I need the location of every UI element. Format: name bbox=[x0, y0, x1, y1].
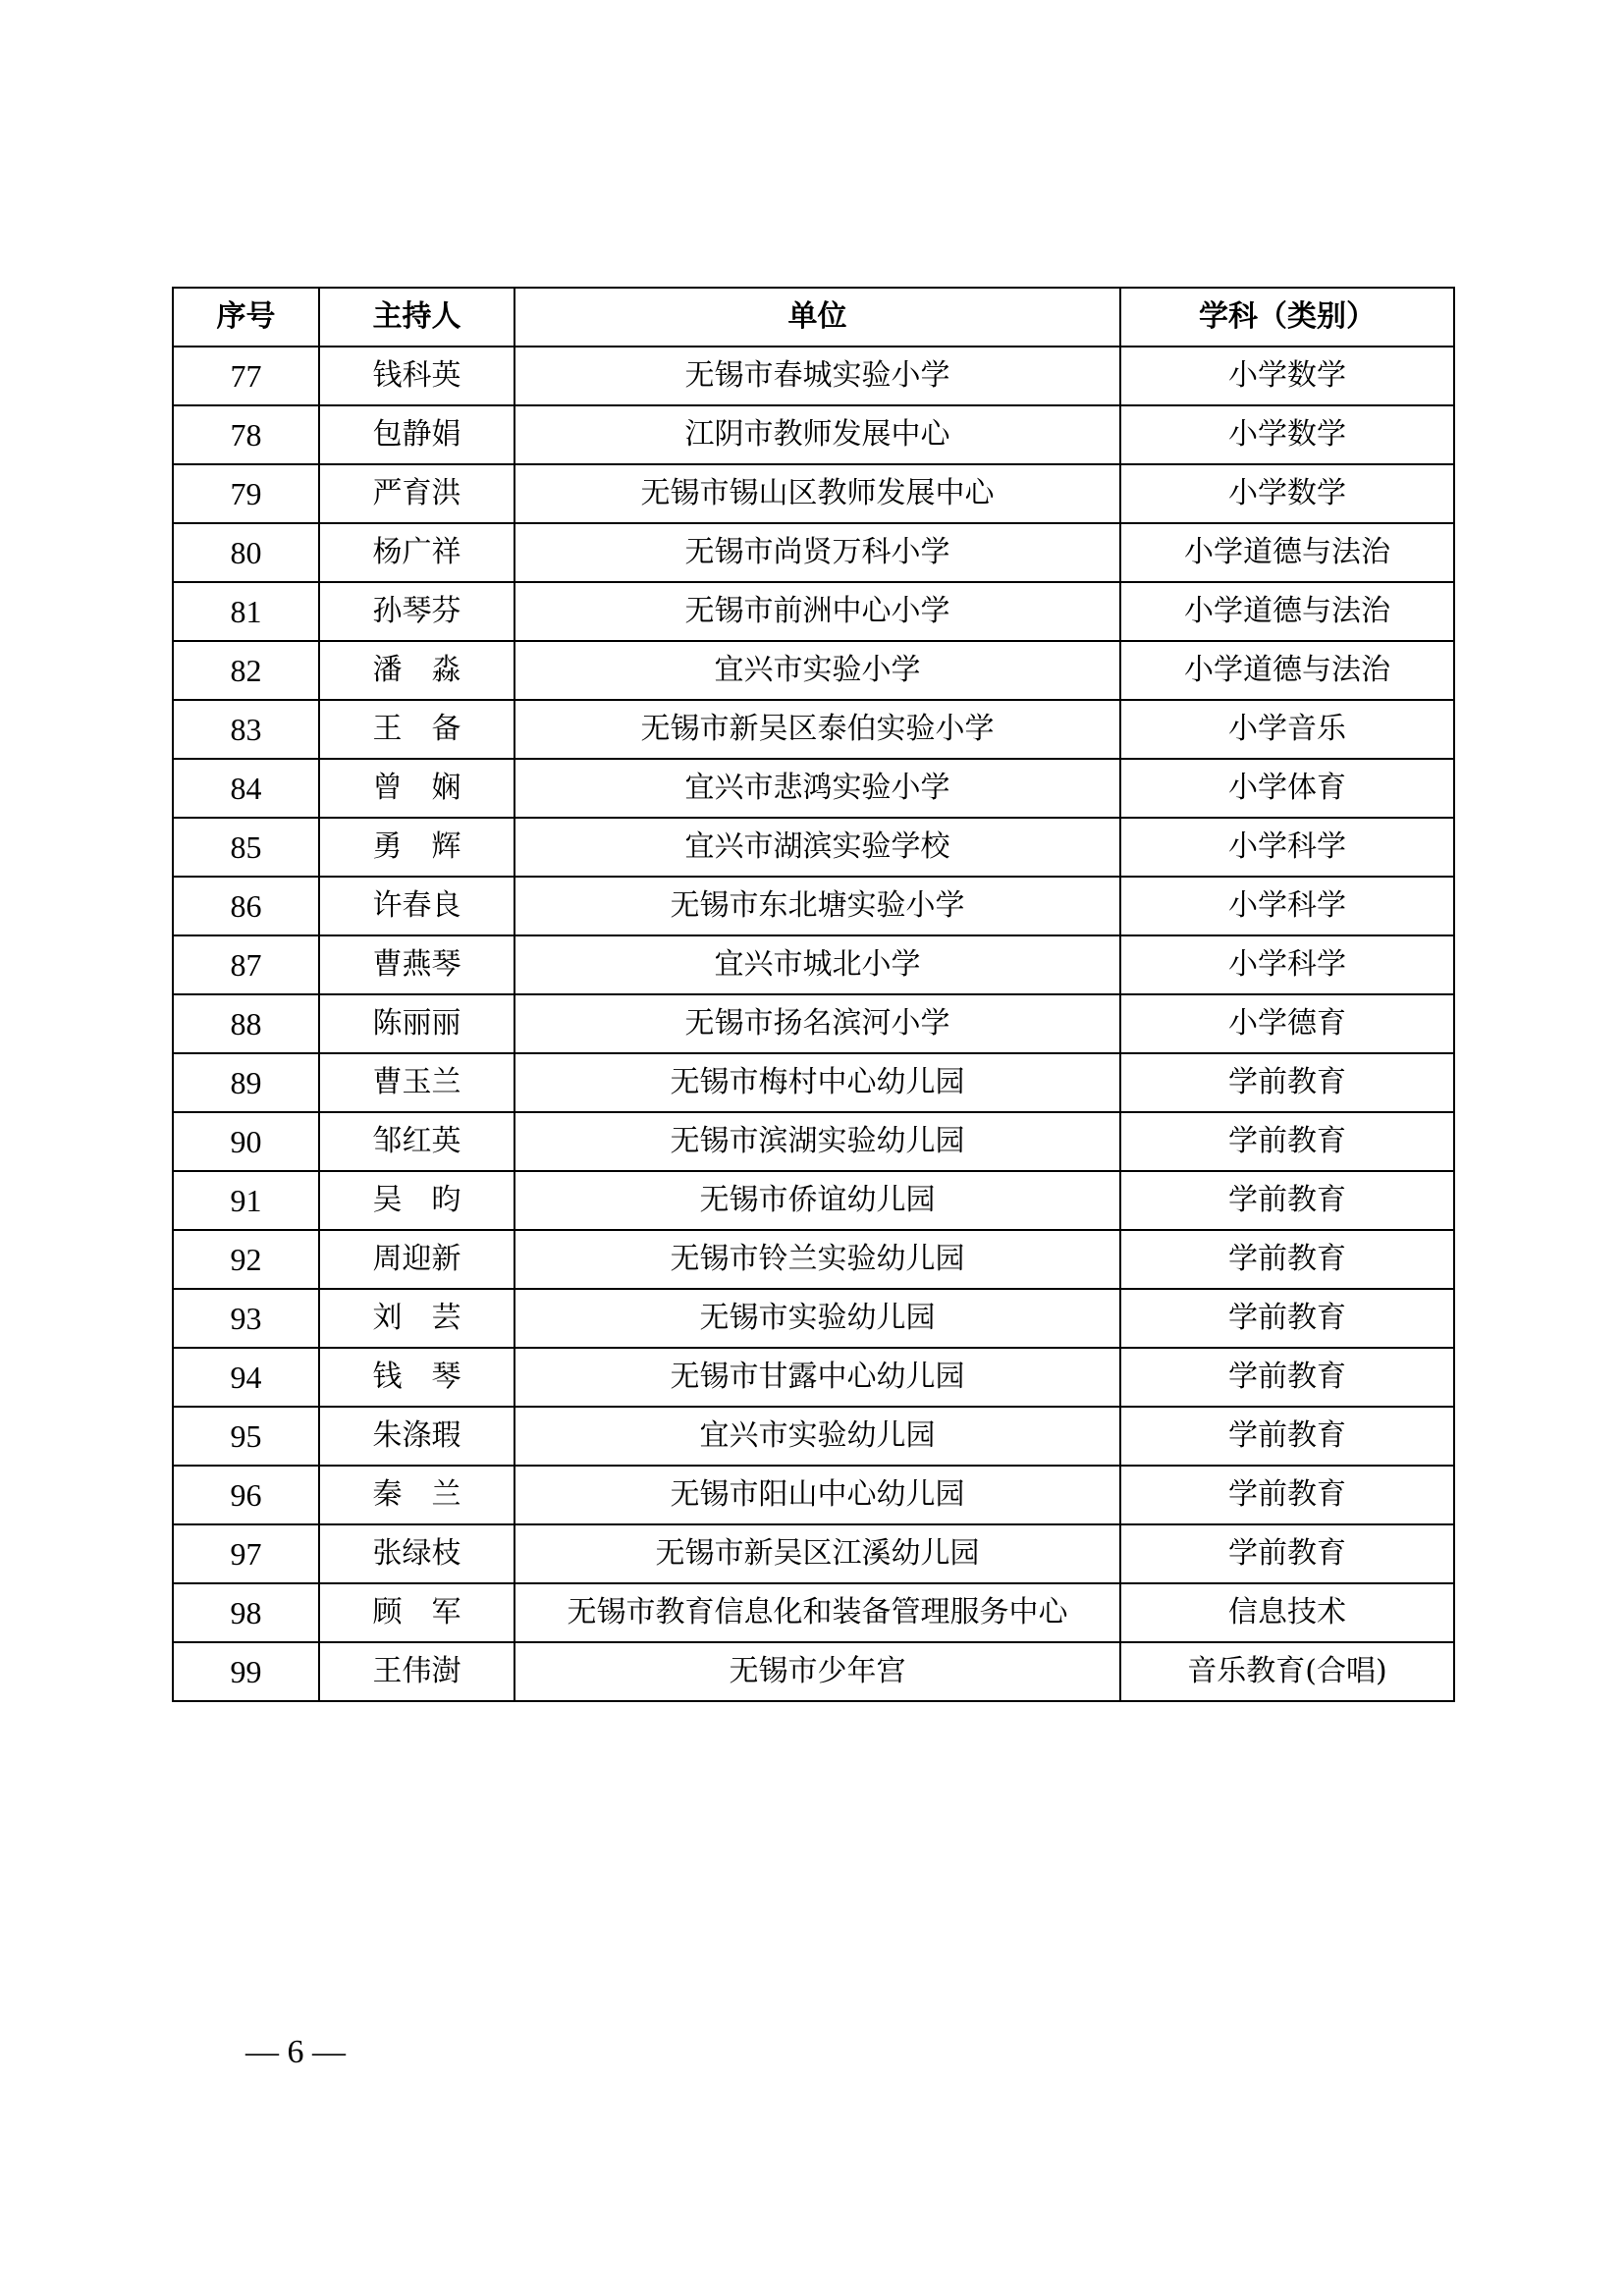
header-serial-number: 序号 bbox=[173, 288, 319, 347]
cell-unit: 宜兴市城北小学 bbox=[514, 935, 1120, 994]
cell-subject: 学前教育 bbox=[1120, 1524, 1454, 1583]
cell-host: 许春良 bbox=[319, 877, 514, 935]
header-host: 主持人 bbox=[319, 288, 514, 347]
cell-unit: 无锡市尚贤万科小学 bbox=[514, 523, 1120, 582]
table-row bbox=[173, 523, 1454, 582]
cell-subject: 小学数学 bbox=[1120, 347, 1454, 405]
cell-unit: 江阴市教师发展中心 bbox=[514, 405, 1120, 464]
cell-serial-number: 92 bbox=[173, 1230, 319, 1289]
cell-serial-number: 81 bbox=[173, 582, 319, 641]
cell-serial-number: 78 bbox=[173, 405, 319, 464]
cell-subject: 信息技术 bbox=[1120, 1583, 1454, 1642]
cell-subject: 学前教育 bbox=[1120, 1112, 1454, 1171]
table-row bbox=[173, 1583, 1454, 1642]
cell-host: 王 备 bbox=[319, 700, 514, 759]
cell-subject: 学前教育 bbox=[1120, 1348, 1454, 1407]
cell-serial-number: 89 bbox=[173, 1053, 319, 1112]
cell-subject: 小学道德与法治 bbox=[1120, 641, 1454, 700]
cell-subject: 音乐教育(合唱) bbox=[1120, 1642, 1454, 1701]
cell-unit: 无锡市滨湖实验幼儿园 bbox=[514, 1112, 1120, 1171]
cell-unit: 无锡市甘露中心幼儿园 bbox=[514, 1348, 1120, 1407]
cell-serial-number: 80 bbox=[173, 523, 319, 582]
table-body bbox=[173, 347, 1454, 1701]
cell-subject: 小学科学 bbox=[1120, 935, 1454, 994]
cell-host: 严育洪 bbox=[319, 464, 514, 523]
cell-unit: 无锡市春城实验小学 bbox=[514, 347, 1120, 405]
table-row bbox=[173, 700, 1454, 759]
cell-unit: 宜兴市实验幼儿园 bbox=[514, 1407, 1120, 1466]
table-row bbox=[173, 1171, 1454, 1230]
table-row bbox=[173, 1407, 1454, 1466]
cell-serial-number: 84 bbox=[173, 759, 319, 818]
cell-unit: 宜兴市湖滨实验学校 bbox=[514, 818, 1120, 877]
table-row bbox=[173, 818, 1454, 877]
table-row bbox=[173, 347, 1454, 405]
cell-host: 王伟澍 bbox=[319, 1642, 514, 1701]
cell-subject: 小学体育 bbox=[1120, 759, 1454, 818]
table-row bbox=[173, 1112, 1454, 1171]
cell-subject: 小学德育 bbox=[1120, 994, 1454, 1053]
cell-unit: 无锡市扬名滨河小学 bbox=[514, 994, 1120, 1053]
page-number: — 6 — bbox=[245, 2034, 346, 2070]
cell-unit: 宜兴市悲鸿实验小学 bbox=[514, 759, 1120, 818]
table-row bbox=[173, 759, 1454, 818]
cell-serial-number: 90 bbox=[173, 1112, 319, 1171]
cell-unit: 无锡市阳山中心幼儿园 bbox=[514, 1466, 1120, 1524]
table-row bbox=[173, 1289, 1454, 1348]
cell-serial-number: 99 bbox=[173, 1642, 319, 1701]
cell-serial-number: 85 bbox=[173, 818, 319, 877]
cell-host: 周迎新 bbox=[319, 1230, 514, 1289]
cell-host: 孙琴芬 bbox=[319, 582, 514, 641]
cell-serial-number: 97 bbox=[173, 1524, 319, 1583]
cell-host: 陈丽丽 bbox=[319, 994, 514, 1053]
cell-serial-number: 87 bbox=[173, 935, 319, 994]
table-row bbox=[173, 1524, 1454, 1583]
table-row bbox=[173, 1466, 1454, 1524]
table-row bbox=[173, 582, 1454, 641]
cell-serial-number: 83 bbox=[173, 700, 319, 759]
cell-serial-number: 91 bbox=[173, 1171, 319, 1230]
cell-host: 朱涤瑕 bbox=[319, 1407, 514, 1466]
cell-host: 吴 昀 bbox=[319, 1171, 514, 1230]
cell-unit: 无锡市少年宫 bbox=[514, 1642, 1120, 1701]
cell-host: 顾 军 bbox=[319, 1583, 514, 1642]
cell-host: 秦 兰 bbox=[319, 1466, 514, 1524]
cell-serial-number: 98 bbox=[173, 1583, 319, 1642]
host-list-table bbox=[172, 287, 1455, 1702]
table-row bbox=[173, 1053, 1454, 1112]
cell-subject: 小学道德与法治 bbox=[1120, 523, 1454, 582]
table-row bbox=[173, 1230, 1454, 1289]
cell-host: 钱 琴 bbox=[319, 1348, 514, 1407]
cell-serial-number: 93 bbox=[173, 1289, 319, 1348]
cell-unit: 无锡市铃兰实验幼儿园 bbox=[514, 1230, 1120, 1289]
table-row bbox=[173, 464, 1454, 523]
cell-unit: 无锡市新吴区泰伯实验小学 bbox=[514, 700, 1120, 759]
table-row bbox=[173, 935, 1454, 994]
cell-subject: 学前教育 bbox=[1120, 1466, 1454, 1524]
cell-serial-number: 96 bbox=[173, 1466, 319, 1524]
cell-serial-number: 79 bbox=[173, 464, 319, 523]
cell-subject: 学前教育 bbox=[1120, 1289, 1454, 1348]
cell-subject: 学前教育 bbox=[1120, 1407, 1454, 1466]
cell-host: 勇 辉 bbox=[319, 818, 514, 877]
cell-unit: 无锡市侨谊幼儿园 bbox=[514, 1171, 1120, 1230]
cell-subject: 小学科学 bbox=[1120, 877, 1454, 935]
cell-host: 曾 娴 bbox=[319, 759, 514, 818]
cell-host: 张绿枝 bbox=[319, 1524, 514, 1583]
cell-host: 曹燕琴 bbox=[319, 935, 514, 994]
cell-unit: 无锡市东北塘实验小学 bbox=[514, 877, 1120, 935]
cell-subject: 学前教育 bbox=[1120, 1171, 1454, 1230]
cell-host: 潘 淼 bbox=[319, 641, 514, 700]
cell-unit: 无锡市梅村中心幼儿园 bbox=[514, 1053, 1120, 1112]
cell-unit: 宜兴市实验小学 bbox=[514, 641, 1120, 700]
cell-host: 曹玉兰 bbox=[319, 1053, 514, 1112]
cell-subject: 小学音乐 bbox=[1120, 700, 1454, 759]
cell-unit: 无锡市前洲中心小学 bbox=[514, 582, 1120, 641]
cell-host: 包静娟 bbox=[319, 405, 514, 464]
cell-subject: 小学数学 bbox=[1120, 464, 1454, 523]
table-row bbox=[173, 994, 1454, 1053]
cell-serial-number: 88 bbox=[173, 994, 319, 1053]
header-unit: 单位 bbox=[514, 288, 1120, 347]
cell-subject: 小学数学 bbox=[1120, 405, 1454, 464]
table-header-row bbox=[173, 288, 1454, 347]
cell-subject: 学前教育 bbox=[1120, 1053, 1454, 1112]
table-row bbox=[173, 877, 1454, 935]
cell-serial-number: 77 bbox=[173, 347, 319, 405]
cell-host: 钱科英 bbox=[319, 347, 514, 405]
cell-unit: 无锡市新吴区江溪幼儿园 bbox=[514, 1524, 1120, 1583]
cell-subject: 学前教育 bbox=[1120, 1230, 1454, 1289]
header-subject-category: 学科（类别） bbox=[1120, 288, 1454, 347]
cell-unit: 无锡市锡山区教师发展中心 bbox=[514, 464, 1120, 523]
table-row bbox=[173, 1348, 1454, 1407]
cell-serial-number: 82 bbox=[173, 641, 319, 700]
cell-host: 杨广祥 bbox=[319, 523, 514, 582]
cell-host: 邹红英 bbox=[319, 1112, 514, 1171]
cell-serial-number: 94 bbox=[173, 1348, 319, 1407]
cell-subject: 小学道德与法治 bbox=[1120, 582, 1454, 641]
cell-serial-number: 86 bbox=[173, 877, 319, 935]
table-row bbox=[173, 1642, 1454, 1701]
cell-subject: 小学科学 bbox=[1120, 818, 1454, 877]
cell-serial-number: 95 bbox=[173, 1407, 319, 1466]
cell-unit: 无锡市实验幼儿园 bbox=[514, 1289, 1120, 1348]
table-row bbox=[173, 405, 1454, 464]
cell-unit: 无锡市教育信息化和装备管理服务中心 bbox=[514, 1583, 1120, 1642]
cell-host: 刘 芸 bbox=[319, 1289, 514, 1348]
table-row bbox=[173, 641, 1454, 700]
